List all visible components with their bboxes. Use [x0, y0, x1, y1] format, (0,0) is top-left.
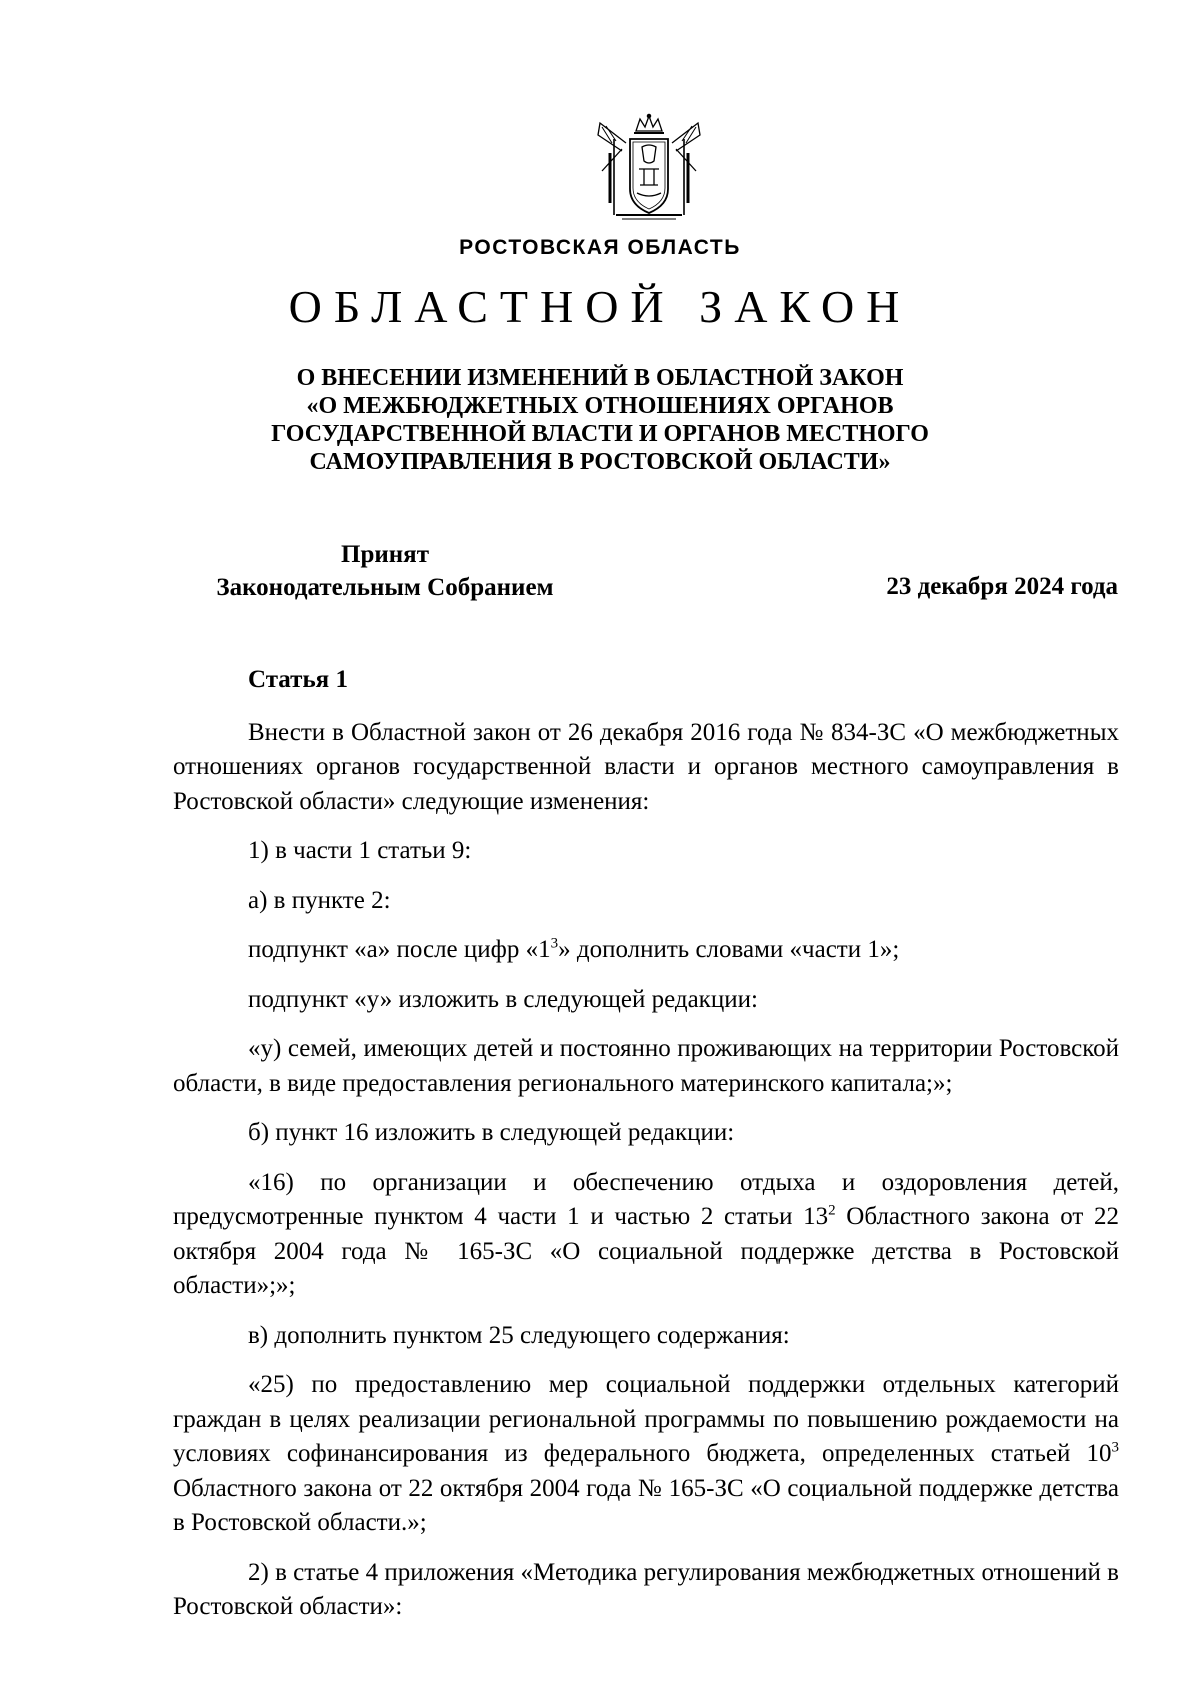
law-title — [0, 364, 1200, 476]
paragraph: «у) семей, имеющих детей и постоянно проживающих на территории Ростовской области, в виде предоставления регионального материнского капитала;»; — [173, 1035, 1119, 1097]
law-title-line: «О МЕЖБЮДЖЕТНЫХ ОТНОШЕНИЯХ ОРГАНОВ — [306, 393, 894, 419]
paragraph — [173, 933, 1119, 968]
document-body — [173, 663, 1119, 1640]
adopted-label: Принят — [341, 541, 429, 568]
rostov-oblast-coat-of-arms-icon — [592, 113, 706, 225]
adoption-block — [175, 538, 595, 604]
paragraph: 2) в статье 4 приложения «Методика регулирования межбюджетных отношений в Ростовской области»: — [173, 1558, 1119, 1620]
text: Областного закона от 22 октября 2004 года № 165-ЗС «О социальной поддержке детства в Ростовской области.»; — [173, 1474, 1119, 1536]
text: «16) по организации и обеспечению отдыха и оздоровления детей, предусмотренные пунктом 4 части 1 и частью 2 статьи 13 — [173, 1168, 1119, 1230]
paragraph: Внести в Областной закон от 26 декабря 2016 года № 834-ЗС «О межбюджетных отношениях органов государственной власти и органов местного самоуправления в Ростовской области» следующие изменения: — [173, 718, 1119, 815]
document-type: ОБЛАСТНОЙ ЗАКОН — [288, 281, 912, 332]
paragraph: б) пункт 16 изложить в следующей редакции: — [248, 1119, 735, 1146]
text: » дополнить словами «части 1»; — [558, 936, 900, 963]
superscript: 3 — [550, 935, 559, 952]
paragraph: в) дополнить пунктом 25 следующего содержания: — [248, 1321, 790, 1349]
article-heading: Статья 1 — [248, 666, 348, 693]
adoption-date: 23 декабря 2024 года — [886, 573, 1118, 600]
region-name: РОСТОВСКАЯ ОБЛАСТЬ — [459, 236, 741, 259]
paragraph — [173, 1368, 1119, 1541]
law-title-line: САМОУПРАВЛЕНИЯ В РОСТОВСКОЙ ОБЛАСТИ» — [309, 449, 891, 475]
paragraph — [173, 1166, 1119, 1304]
text: подпункт «а» после цифр «1 — [248, 936, 551, 963]
superscript: 2 — [828, 1202, 836, 1219]
paragraph: подпункт «у» изложить в следующей редакции: — [248, 985, 758, 1013]
paragraph: а) в пункте 2: — [248, 886, 391, 914]
law-title-line: О ВНЕСЕНИИ ИЗМЕНЕНИЙ В ОБЛАСТНОЙ ЗАКОН — [296, 365, 904, 391]
law-title-line: ГОСУДАРСТВЕННОЙ ВЛАСТИ И ОРГАНОВ МЕСТНОГО — [271, 421, 929, 447]
paragraph: 1) в части 1 статьи 9: — [248, 837, 472, 864]
text: «25) по предоставлению мер социальной поддержки отдельных категорий граждан в целях реализации региональной программы по повышению рождаемости на условиях софинансирования из федерального бюджета, определенных статьей 10 — [173, 1371, 1119, 1467]
adopted-by: Законодательным Собранием — [216, 574, 554, 601]
text: Областного закона от 22 октября 2004 года № 165-ЗС «О социальной поддержке детства в Ростовской области»;»; — [173, 1203, 1119, 1299]
superscript: 3 — [1111, 1439, 1119, 1456]
